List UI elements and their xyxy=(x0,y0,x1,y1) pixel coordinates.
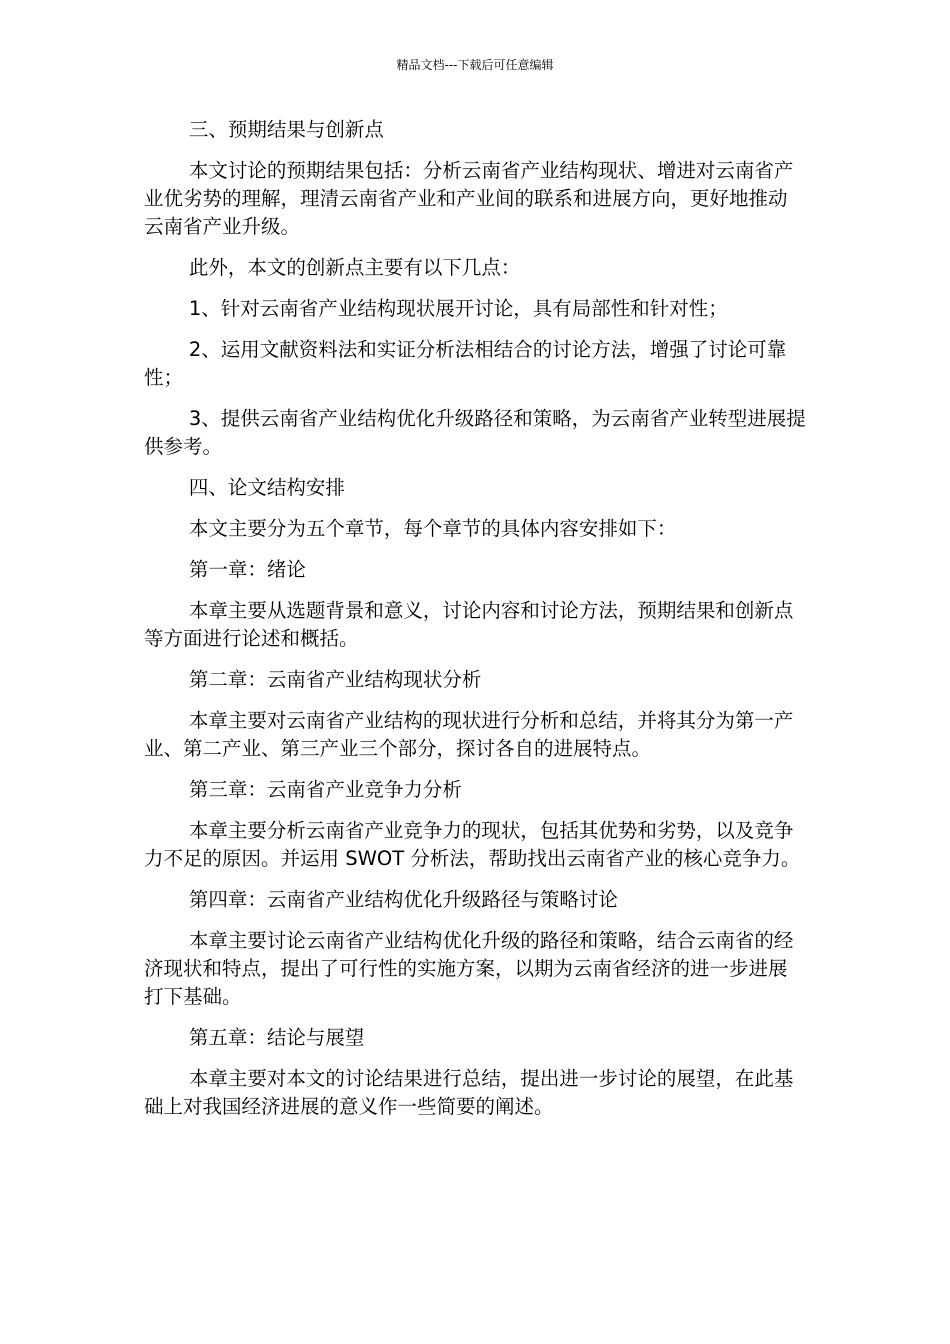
chapter-heading-4: 第四章：云南省产业结构优化升级路径与策略讨论 xyxy=(188,888,618,911)
page-header: 精品文档---下载后可任意编辑 xyxy=(396,58,554,72)
chapter-heading-5: 第五章：结论与展望 xyxy=(188,1026,365,1049)
document-body xyxy=(144,116,806,1134)
chapter-summary-4: 本章主要讨论云南省产业结构优化升级的路径和策略，结合云南省的经济现状和特点，提出了可行性的实施方案，以期为云南省经济的进一步进展打下基础。 xyxy=(144,929,794,1008)
chapter-summary-3: 本章主要分析云南省产业竞争力的现状，包括其优势和劣势，以及竞争力不足的原因。并运用 SWOT 分析法，帮助找出云南省产业的核心竞争力。 xyxy=(144,819,801,870)
chapter-heading-2: 第二章：云南省产业结构现状分析 xyxy=(188,668,482,691)
paragraph-expected-results: 本文讨论的预期结果包括：分析云南省产业结构现状、增进对云南省产业优劣势的理解，理清云南省产业和产业间的联系和进展方向，更好地推动云南省产业升级。 xyxy=(144,159,794,238)
chapter-summary-5: 本章主要对本文的讨论结果进行总结，提出进一步讨论的展望，在此基础上对我国经济进展的意义作一些简要的阐述。 xyxy=(144,1067,794,1118)
paragraph-structure-intro: 本文主要分为五个章节，每个章节的具体内容安排如下： xyxy=(188,517,677,540)
list-item-innovation-1: 1、针对云南省产业结构现状展开讨论，具有局部性和针对性； xyxy=(188,297,728,320)
section-heading-expected-results: 三、预期结果与创新点 xyxy=(188,118,384,141)
list-item-innovation-3: 3、提供云南省产业结构优化升级路径和策略，为云南省产业转型进展提供参考。 xyxy=(144,407,806,458)
chapter-summary-1: 本章主要从选题背景和意义，讨论内容和讨论方法，预期结果和创新点等方面进行论述和概括。 xyxy=(144,599,794,650)
chapter-heading-3: 第三章：云南省产业竞争力分析 xyxy=(188,778,462,801)
list-item-innovation-2: 2、运用文献资料法和实证分析法相结合的讨论方法，增强了讨论可靠性； xyxy=(144,338,787,389)
chapter-heading-1: 第一章：绪论 xyxy=(188,558,306,581)
paragraph-innovation-intro: 此外，本文的创新点主要有以下几点： xyxy=(188,256,521,279)
chapter-summary-2: 本章主要对云南省产业结构的现状进行分析和总结，并将其分为第一产业、第二产业、第三产业三个部分，探讨各自的进展特点。 xyxy=(144,709,794,760)
section-heading-structure: 四、论文结构安排 xyxy=(188,476,345,499)
